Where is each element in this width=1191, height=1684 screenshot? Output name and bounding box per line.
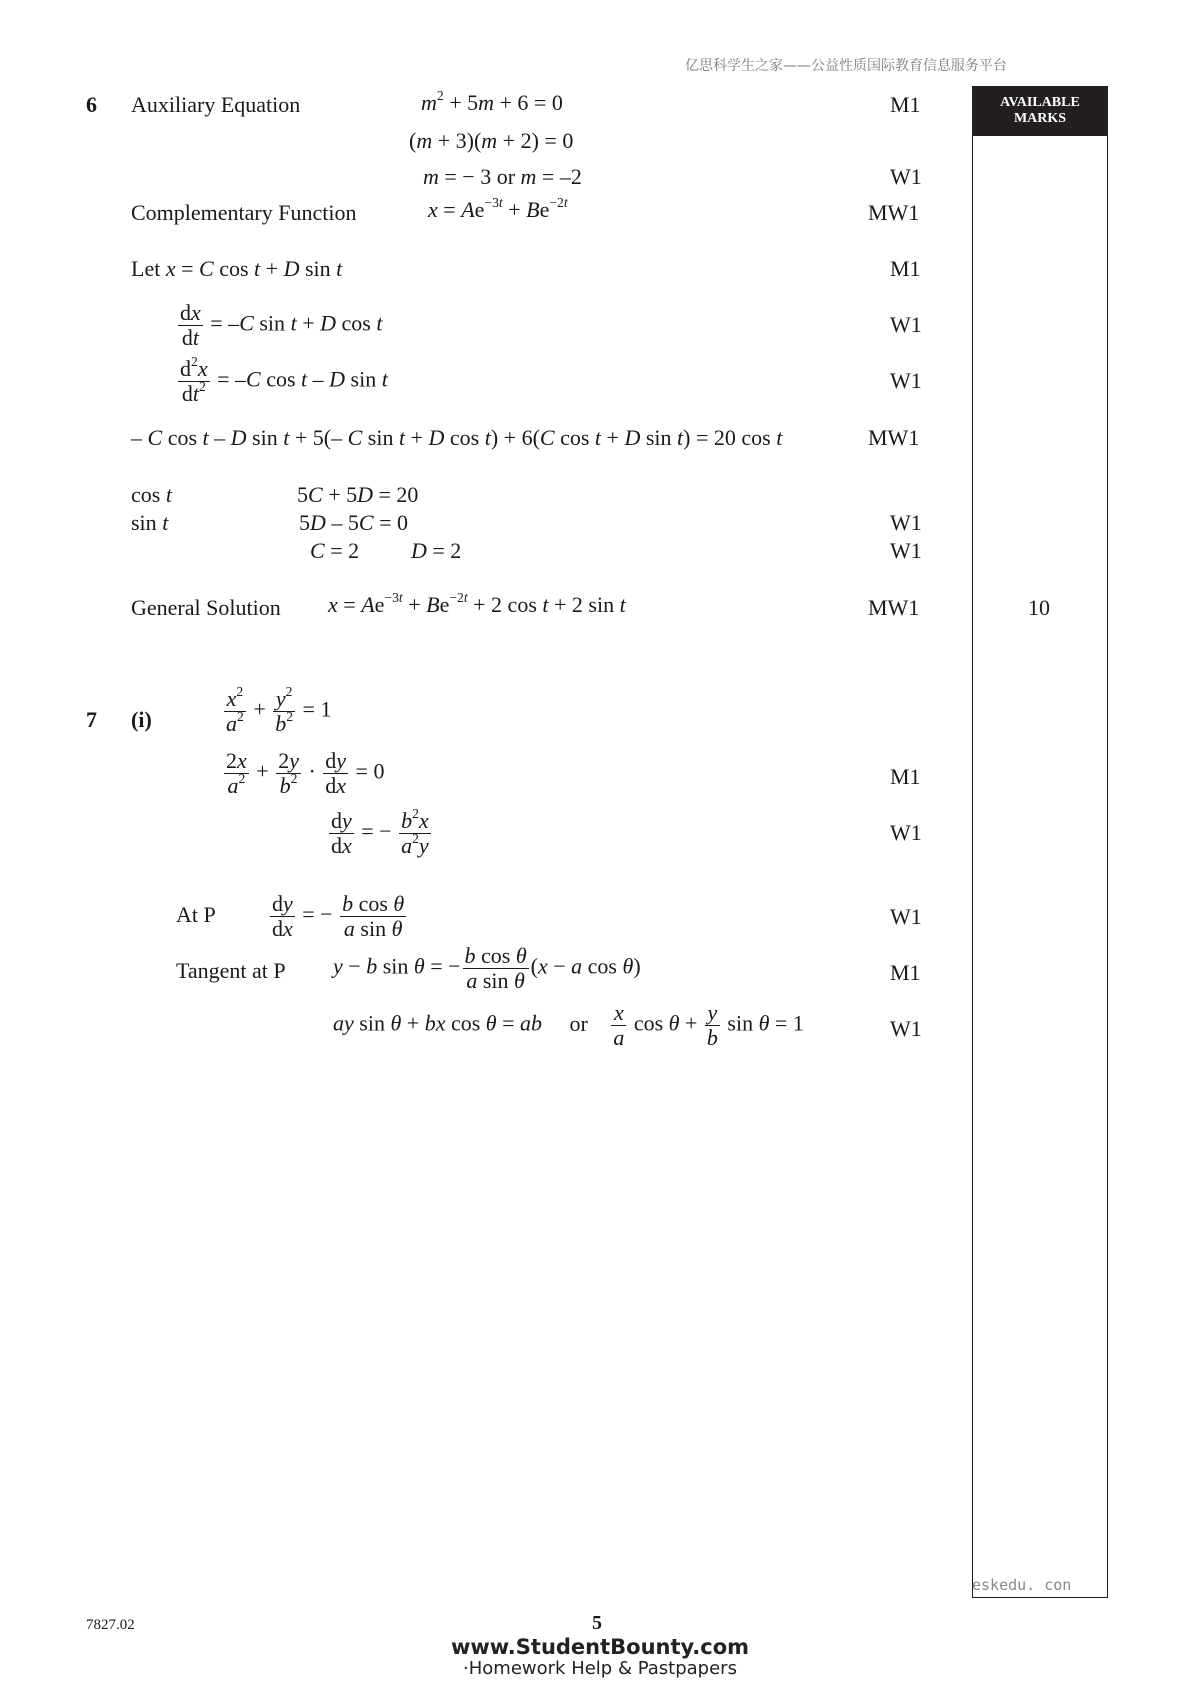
q7-tangent-label: Tangent at P [176, 958, 286, 983]
q7-mark-2: W1 [890, 820, 922, 845]
q6-cos-eq: 5C + 5D = 20 [297, 482, 419, 507]
q6-mark-2: W1 [890, 164, 922, 189]
page-number: 5 [592, 1612, 602, 1634]
q6-gs-label: General Solution [131, 595, 281, 620]
q6-cf-eq: $x = Ae^{-3t} + Be^{-2t}$ [428, 194, 568, 222]
q6-mark-3: MW1 [868, 200, 920, 225]
q6-mark-8: W1 [890, 510, 922, 535]
q6-cos-label: cos t [131, 482, 172, 507]
q7-diff-eq: $\frac{2x}{a^2}$ + $\frac{2y}{b^2}$ · $\frac{dy}{dx}$ = 0 [226, 748, 385, 798]
studentbounty-logo-line2: ·Homework Help & Pastpapers [463, 1658, 737, 1679]
q7-tangent-eq: y − b sin θ = − $\frac{\text{b cos θ}}{\text{a sin θ}}$ (x − a cos θ) [333, 943, 641, 993]
q6-gs-eq: $x = Ae^{-3t} + Be^{-2t} + 2$ cos t + 2 sin t [328, 589, 626, 617]
q6-aux-eq: $m^2 + 5m + 6 = 0$ [421, 87, 563, 115]
q6-mark-4: M1 [890, 256, 921, 281]
q6-roots: m = − 3 or m = –2 [423, 164, 582, 189]
q6-mark-9: W1 [890, 538, 922, 563]
available-marks-column [972, 86, 1108, 1598]
q6-sin-label: sin t [131, 510, 169, 535]
available-marks-heading: AVAILABLE MARKS [972, 86, 1108, 136]
q6-mark-10: MW1 [868, 595, 920, 620]
q7-atp-label: At P [176, 902, 216, 927]
q6-aux-label: Auxiliary Equation [131, 92, 301, 117]
q6-d-value: D = 2 [411, 538, 462, 563]
side-watermark-text: eskedu. con [972, 1576, 1072, 1594]
q7-atp-eq: $\frac{dy}{dx}$ = − $\frac{\text{b cos θ}}{\text{a sin θ}}$ [272, 891, 405, 941]
q7-mark-3: W1 [890, 904, 922, 929]
q7-part: (i) [131, 707, 152, 732]
q6-mark-1: M1 [890, 92, 921, 117]
q6-c-value: C = 2 [310, 538, 360, 563]
q6-number: 6 [86, 92, 97, 117]
q6-mark-6: W1 [890, 368, 922, 393]
footer-code: 7827.02 [86, 1617, 135, 1633]
q7-mark-5: W1 [890, 1016, 922, 1041]
q6-dxdt: $\frac{dx}{dt}$ = –C sin t + D cos t [180, 300, 383, 350]
header-site-text: 亿思科学生之家——公益性质国际教育信息服务平台 [685, 58, 1007, 74]
q7-ellipse-eq: $\frac{x^2}{a^2}$ + $\frac{y^2}{b^2}$ = 1 [226, 683, 332, 736]
q6-mark-7: MW1 [868, 425, 920, 450]
q6-substitution: – C cos t – D sin t + 5(– C sin t + D cos t) + 6(C cos t + D sin t) = 20 cos t [131, 425, 783, 450]
q6-d2xdt2: $\frac{d^2x}{dt^2}$ = –C cos t – D sin t [180, 353, 388, 406]
q6-total-marks: 10 [1028, 595, 1050, 620]
q6-sin-eq: 5D – 5C = 0 [299, 510, 408, 535]
q7-mark-4: M1 [890, 960, 921, 985]
q7-number: 7 [86, 707, 97, 732]
q6-let-line: Let x = C cos t + D sin t [131, 256, 343, 281]
q6-mark-5: W1 [890, 312, 922, 337]
q7-dydx-eq: $\frac{dy}{dx}$ = − $\frac{b^2x}{a^2y}$ [331, 805, 429, 858]
q7-final-eq: ay sin θ + bx cos θ = ab or $\frac{x}{a}$ cos θ + $\frac{y}{b}$ sin θ = 1 [333, 1000, 804, 1050]
q6-factor-eq: (m + 3)(m + 2) = 0 [409, 128, 574, 153]
studentbounty-logo-line1: www.StudentBounty.com [450, 1635, 750, 1659]
q6-cf-label: Complementary Function [131, 200, 357, 225]
q7-mark-1: M1 [890, 764, 921, 789]
